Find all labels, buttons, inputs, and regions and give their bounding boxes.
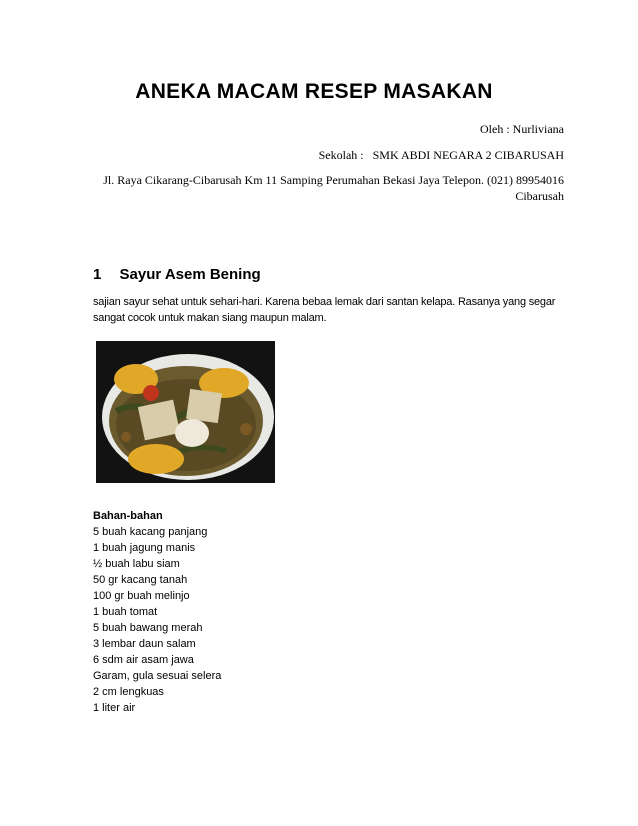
ingredients-list <box>93 524 221 716</box>
ingredient-item: 100 gr buah melinjo <box>93 590 190 602</box>
tomato-piece <box>143 385 159 401</box>
ingredient-item: Garam, gula sesuai selera <box>93 670 222 682</box>
ingredient-item: 1 liter air <box>93 702 136 714</box>
corn-piece-3 <box>128 444 184 474</box>
ingredient-item: 50 gr kacang tanah <box>93 574 188 586</box>
school-label: Sekolah : <box>318 148 364 162</box>
ingredient-item: 3 lembar daun salam <box>93 638 196 650</box>
ingredient-item: ½ buah labu siam <box>93 558 180 570</box>
author-line: Oleh : Nurliviana <box>480 122 564 136</box>
recipe-heading <box>93 266 261 283</box>
ingredient-item: 5 buah kacang panjang <box>93 526 208 538</box>
recipe-intro: sajian sayur sehat untuk sehari-hari. Karena bebaa lemak dari santan kelapa. Rasanya yang segar sangat cocok untuk makan siang maupun malam. <box>93 296 556 324</box>
recipe-title: Sayur Asem Bening <box>119 266 261 283</box>
document-title: ANEKA MACAM RESEP MASAKAN <box>135 80 493 103</box>
ingredients-heading: Bahan-bahan <box>93 510 163 522</box>
school-line <box>319 147 564 163</box>
dish-photo <box>96 341 275 483</box>
school-name: SMK ABDI NEGARA 2 CIBARUSAH <box>372 148 564 162</box>
ingredient-item: 5 buah bawang merah <box>93 622 203 634</box>
recipe-number: 1 <box>93 266 102 283</box>
school-address: Jl. Raya Cikarang-Cibarusah Km 11 Samping Perumahan Bekasi Jaya Telepon. (021) 89954016 Cibarusah <box>103 173 564 203</box>
chayote-piece-2 <box>186 389 222 423</box>
ingredient-item: 1 buah tomat <box>93 606 158 618</box>
onion-piece <box>175 419 209 447</box>
ingredient-item: 1 buah jagung manis <box>93 542 196 554</box>
ingredient-item: 2 cm lengkuas <box>93 686 164 698</box>
ingredient-item: 6 sdm air asam jawa <box>93 654 194 666</box>
ingredients-section <box>93 508 221 716</box>
